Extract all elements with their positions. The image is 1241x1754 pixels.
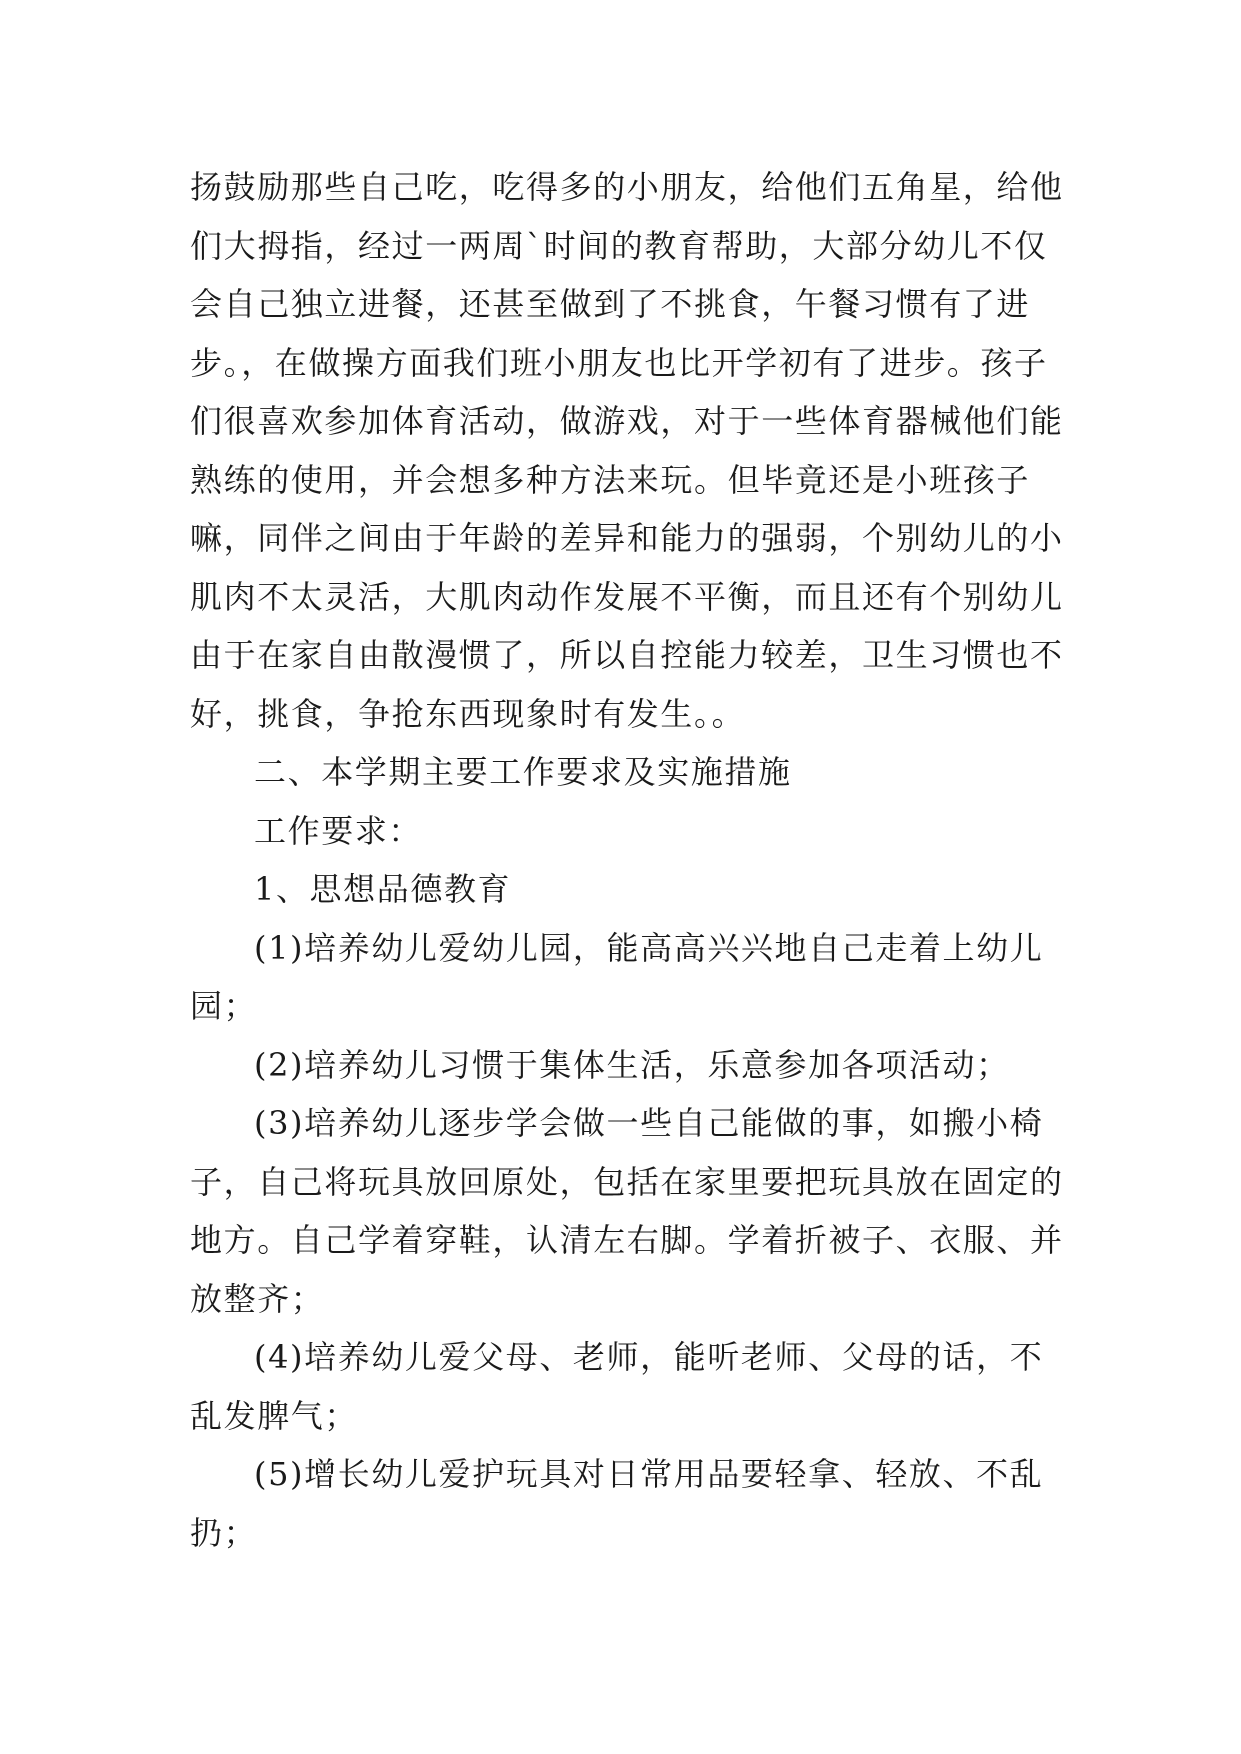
section-heading-2: 二、本学期主要工作要求及实施措施: [254, 753, 792, 791]
list-item-4: (4)培养幼儿爱父母、老师，能听老师、父母的话，不乱发脾气；: [190, 1338, 1044, 1435]
list-item-5: (5)增长幼儿爱护玩具对日常用品要轻拿、轻放、不乱扔；: [190, 1455, 1044, 1552]
paragraph-class-situation: 扬鼓励那些自己吃，吃得多的小朋友，给他们五角星，给他们大拇指，经过一两周`时间的教育帮助，大部分幼儿不仅会自己独立进餐，还甚至做到了不挑食，午餐习惯有了进步。，在做操方面我们班小朋友也比开学初有了进步。孩子们很喜欢参加体育活动，做游戏，对于一些体育器械他们能熟练的使用，并会想多种方法来玩。但毕竟还是小班孩子嘛，同伴之间由于年龄的差异和能力的强弱，个别幼儿的小肌肉不太灵活，大肌肉动作发展不平衡，而且还有个别幼儿由于在家自由散漫惯了，所以自控能力较差，卫生习惯也不好，挑食，争抢东西现象时有发生。。: [190, 168, 1064, 733]
item-heading-moral-education: 1、思想品德教育: [254, 870, 512, 908]
document-body: [190, 158, 1070, 1562]
list-item-2: (2)培养幼儿习惯于集体生活，乐意参加各项活动；: [254, 1045, 1010, 1084]
list-item-1: (1)培养幼儿爱幼儿园，能高高兴兴地自己走着上幼儿园；: [190, 928, 1044, 1025]
subheading-work-requirements: 工作要求：: [254, 811, 423, 850]
list-item-3: (3)培养幼儿逐步学会做一些自己能做的事，如搬小椅子，自己将玩具放回原处，包括在家里要把玩具放在固定的地方。自己学着穿鞋，认清左右脚。学着折被子、衣服、并放整齐；: [190, 1104, 1064, 1318]
